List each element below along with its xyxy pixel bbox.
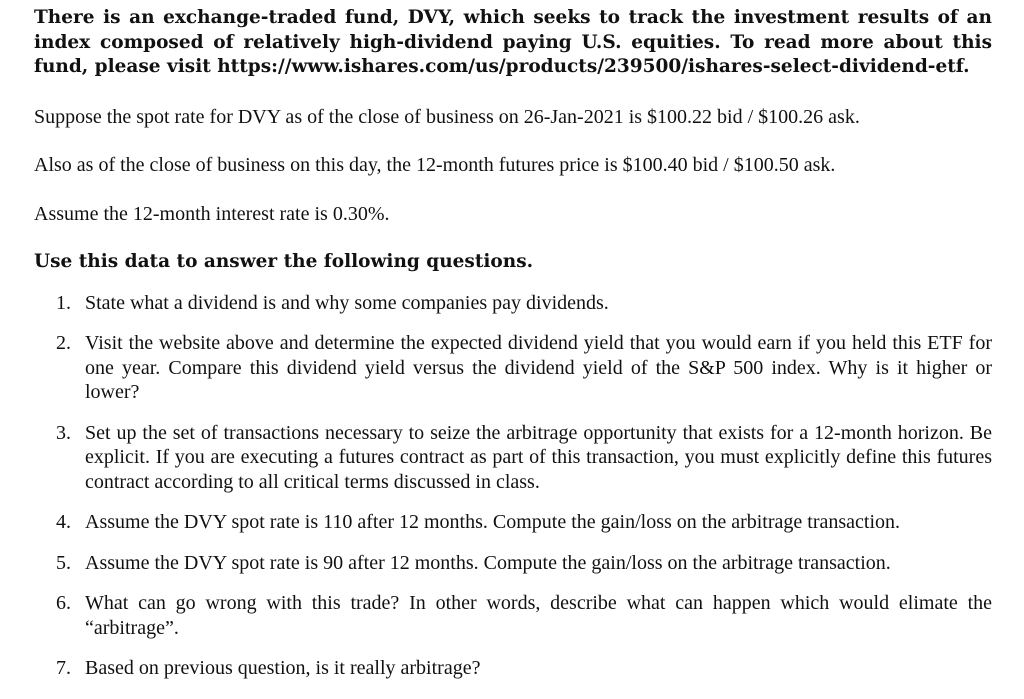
question-item — [34, 551, 992, 576]
question-number: 7. — [56, 657, 71, 679]
question-text: What can go wrong with this trade? In other words, describe what can happen which would elimate the “arbitrage”. — [85, 592, 992, 639]
question-number: 3. — [56, 421, 71, 444]
question-number: 1. — [56, 291, 71, 314]
question-number: 4. — [56, 511, 71, 533]
question-text: Assume the DVY spot rate is 90 after 12 months. Compute the gain/loss on the arbitrage transaction. — [85, 551, 891, 574]
question-text: Set up the set of transactions necessary to seize the arbitrage opportunity that exists for a 12-month horizon. Be explicit. If you are executing a futures contract as part of this transaction, you must explicitly define this futures contract according to all critical terms discussed in class. — [85, 421, 992, 493]
question-item — [34, 656, 992, 681]
question-item — [34, 510, 992, 535]
question-text: State what a dividend is and why some companies pay dividends. — [85, 291, 609, 314]
question-text: Based on previous question, is it really arbitrage? — [85, 657, 481, 679]
question-number: 5. — [56, 551, 71, 574]
intro-paragraph: There is an exchange-traded fund, DVY, which seeks to track the investment results of an index composed of relatively high-dividend paying U.S. equities. To read more about this fund, please visit https://www.ishares.com/us/products/239500/ishares-select-dividend-etf. — [34, 7, 992, 77]
question-item — [34, 421, 992, 495]
question-text: Assume the DVY spot rate is 110 after 12 months. Compute the gain/loss on the arbitrage transaction. — [85, 511, 901, 533]
question-item — [34, 331, 992, 405]
questions-heading: Use this data to answer the following questions. — [34, 251, 534, 272]
document-page — [34, 6, 992, 697]
question-list — [34, 291, 992, 681]
question-item — [34, 291, 992, 316]
question-item — [34, 591, 992, 640]
futures-price-paragraph: Also as of the close of business on this day, the 12-month futures price is $100.40 bid / $100.50 ask. — [34, 154, 836, 176]
spot-rate-paragraph: Suppose the spot rate for DVY as of the close of business on 26-Jan-2021 is $100.22 bid / $100.26 ask. — [34, 105, 860, 128]
question-number: 6. — [56, 592, 71, 614]
question-number: 2. — [56, 332, 71, 354]
interest-rate-paragraph: Assume the 12-month interest rate is 0.30%. — [34, 202, 390, 225]
question-text: Visit the website above and determine the expected dividend yield that you would earn if you held this ETF for one year. Compare this dividend yield versus the dividend yield of the S&P 500 index. Why is it higher or lower? — [85, 332, 992, 403]
